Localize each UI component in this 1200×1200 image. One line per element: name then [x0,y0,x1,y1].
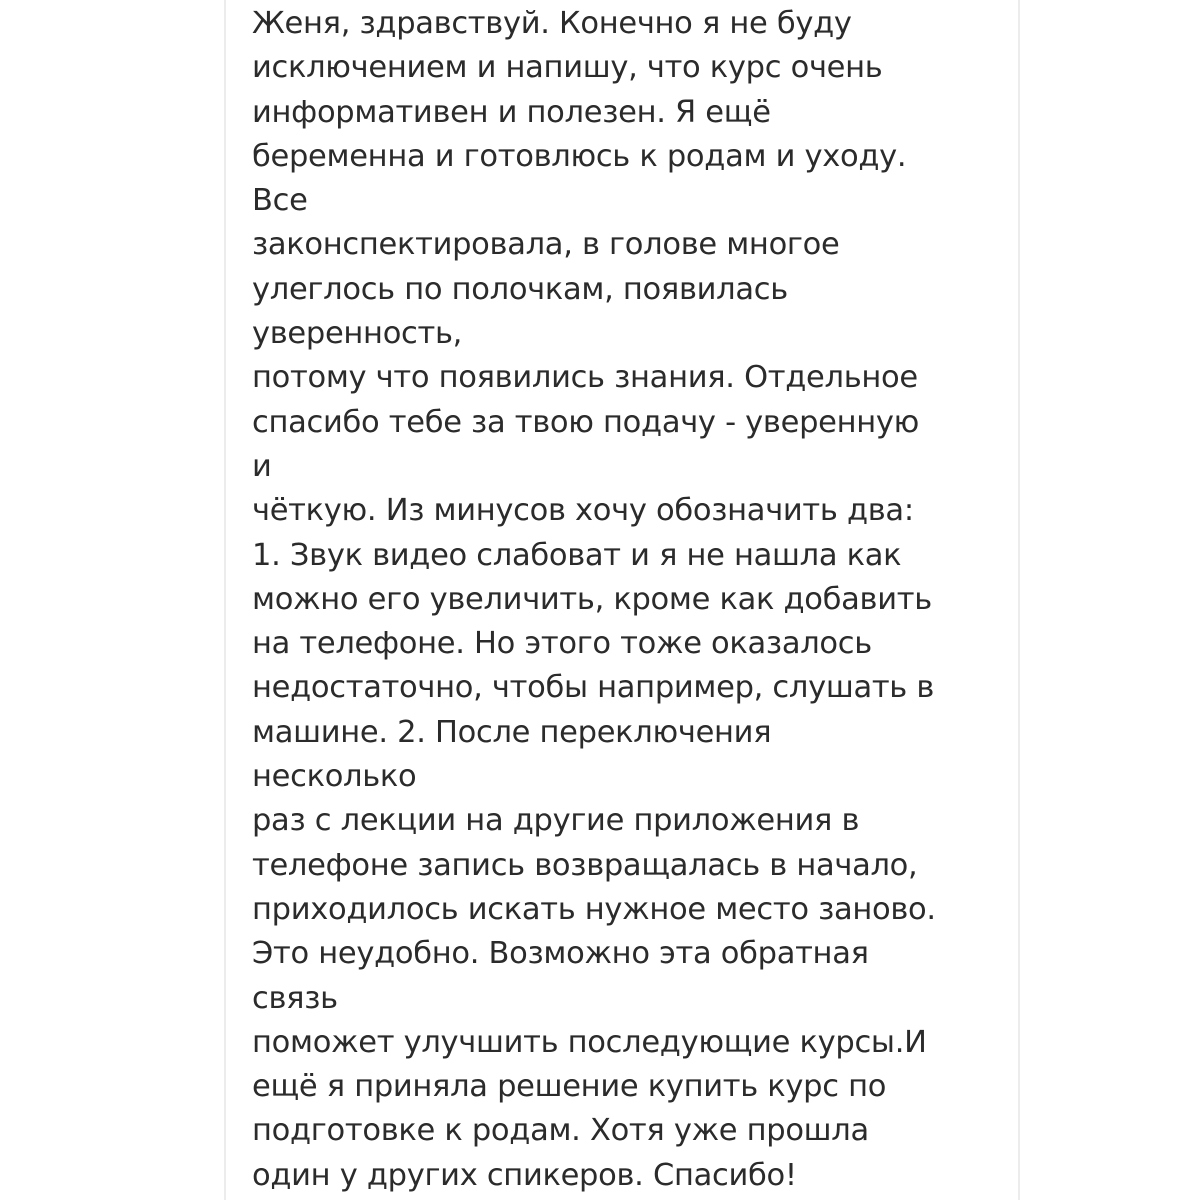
review-line: приходилось искать нужное место заново. [252,891,936,927]
review-line: недостаточно, чтобы например, слушать в [252,670,935,706]
review-line: законспектировала, в голове многое [252,227,840,263]
review-line: машине. 2. После переключения [252,714,772,750]
review-line: чёткую. Из минусов хочу обозначить два: [252,493,914,529]
review-line: ещё я приняла решение купить курс по [252,1069,887,1105]
review-line: информативен и полезен. Я ещё [252,94,771,130]
review-text [252,2,952,1198]
review-card [224,0,1020,1200]
review-line: подготовке к родам. Хотя уже прошла [252,1113,869,1149]
review-line: Женя, здравствуй. Конечно я не буду [252,6,852,41]
review-line: исключением и напишу, что курс очень [252,50,883,86]
review-line: один у других спикеров. Спасибо! [252,1157,797,1193]
review-line: улеглось по полочкам, появилась [252,271,788,307]
review-line: Все [252,183,308,219]
review-line: 1. Звук видео слабоват и я не нашла как [252,537,902,573]
review-line: потому что появились знания. Отдельное [252,360,918,396]
review-line: на телефоне. Но этого тоже оказалось [252,626,872,662]
review-line: беременна и готовлюсь к родам и уходу. [252,138,907,174]
review-line: телефоне запись возвращалась в начало, [252,847,918,883]
review-line: можно его увеличить, кроме как добавить [252,581,932,617]
review-line: спасибо тебе за твою подачу - уверенную [252,404,919,440]
review-line: уверенность, [252,316,463,352]
review-line: поможет улучшить последующие курсы.И [252,1024,927,1060]
review-line: Это неудобно. Возможно эта обратная [252,936,869,972]
review-line: раз с лекции на другие приложения в [252,803,860,839]
review-line: несколько [252,759,417,795]
review-line: связь [252,980,338,1016]
review-line: и [252,448,272,484]
